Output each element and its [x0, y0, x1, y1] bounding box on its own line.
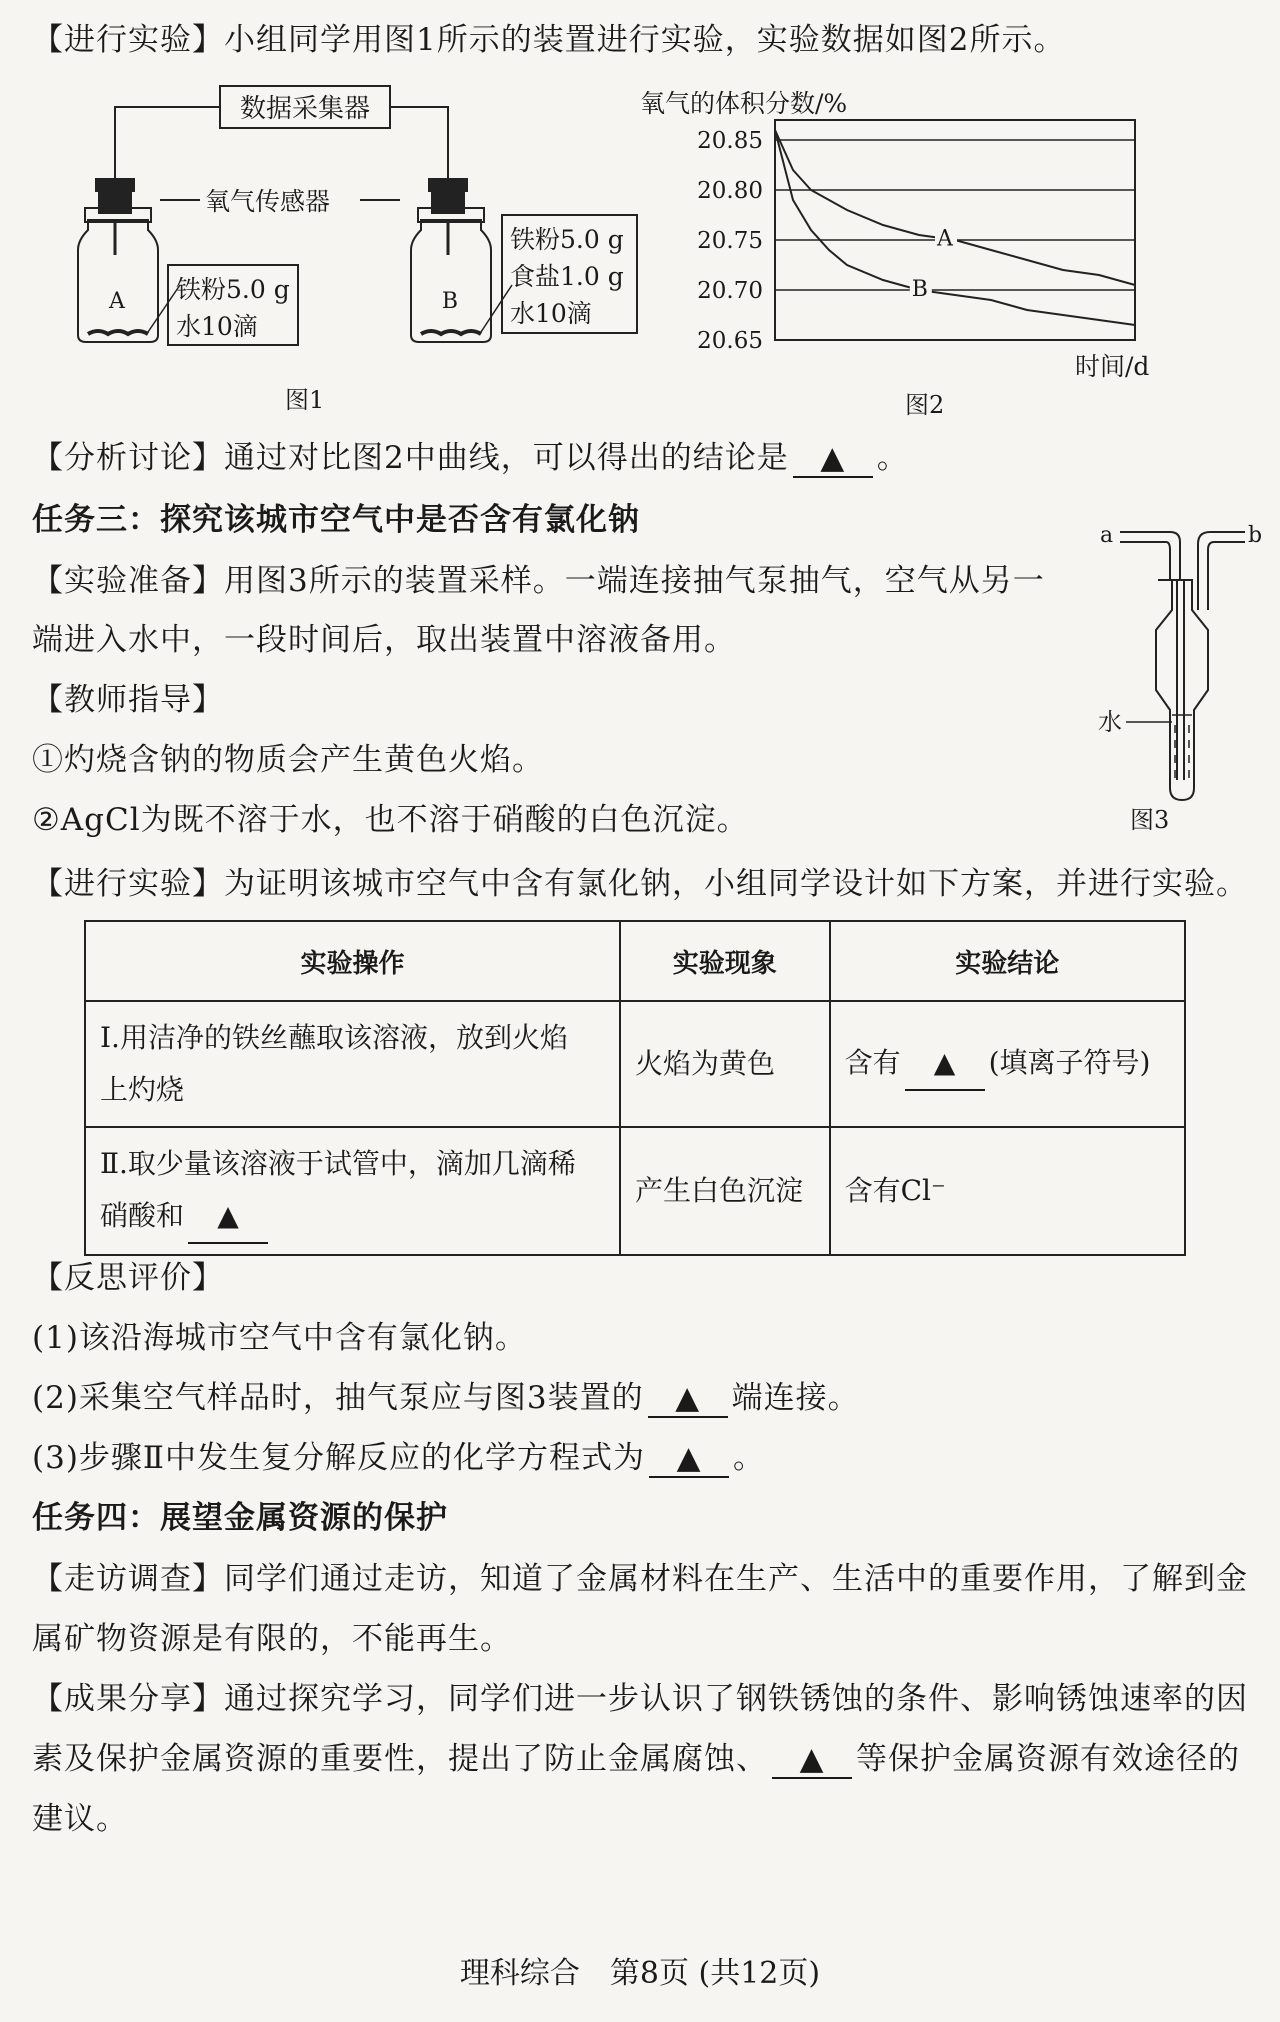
survey-line-1 [32, 1553, 1248, 1598]
section-tag: 【分析讨论】 [32, 440, 224, 476]
task-4-heading: 任务四：展望金属资源的保护 [32, 1500, 448, 1536]
table-header-row [85, 921, 1185, 1001]
teacher-guidance-tag: 【教师指导】 [32, 682, 224, 718]
water-label: 水 [1098, 708, 1122, 736]
share-text-3: 建议。 [32, 1801, 128, 1837]
guidance-1: ①灼烧含钠的物质会产生黄色火焰。 [32, 742, 544, 778]
answer-blank[interactable]: ▲ [793, 440, 873, 478]
cell-phenomenon: 产生白色沉淀 [620, 1127, 830, 1255]
bottle-b-label: B [441, 289, 459, 314]
series-a-line [775, 130, 1135, 285]
series-a-label: A [937, 226, 953, 252]
reflection-tag: 【反思评价】 [32, 1260, 224, 1296]
answer-blank[interactable]: ▲ [772, 1741, 852, 1779]
survey-text-2: 属矿物资源是有限的，不能再生。 [32, 1621, 512, 1657]
section-tag: 【进行实验】 [32, 866, 224, 902]
bottle-a [78, 178, 180, 342]
box-a-iron: 铁粉5.0 g [176, 275, 290, 304]
figure-1-caption: 图1 [285, 386, 325, 414]
y-tick-label: 20.80 [697, 178, 763, 204]
y-tick-label: 20.85 [697, 128, 763, 154]
y-tick-label: 20.75 [697, 228, 763, 254]
chart-x-label: 时间/d [1075, 352, 1150, 380]
series-b-label: B [911, 277, 928, 302]
box-b-iron: 铁粉5.0 g [510, 225, 624, 254]
bottle-a-label: A [109, 289, 125, 314]
cell-conclusion: 含有Cl⁻ [830, 1127, 1185, 1255]
intro-line [32, 14, 1065, 59]
bottle-b [411, 178, 512, 342]
share-text-2: 素及保护金属资源的重要性，提出了防止金属腐蚀、 [32, 1741, 768, 1777]
conc-text: 含有 [844, 1046, 901, 1079]
analysis-text: 通过对比图2中曲线，可以得出的结论是 [224, 440, 789, 476]
prep-line-1 [32, 555, 1045, 600]
header-phenomenon: 实验现象 [620, 921, 830, 1001]
share-line-2 [32, 1733, 1240, 1779]
survey-text-1: 同学们通过走访，知道了金属材料在生产、生活中的重要作用，了解到金 [224, 1561, 1248, 1597]
op-line-2: 硝酸和 [100, 1199, 185, 1232]
share-text-2-end: 等保护金属资源有效途径的 [856, 1741, 1240, 1777]
answer-blank[interactable]: ▲ [905, 1037, 985, 1091]
section-tag: 【成果分享】 [32, 1681, 224, 1717]
section-tag: 【走访调查】 [32, 1561, 224, 1597]
intro-text: 小组同学用图1所示的装置进行实验，实验数据如图2所示。 [224, 22, 1066, 58]
reflection-3 [32, 1432, 765, 1478]
y-tick-label: 20.70 [697, 278, 763, 304]
conc-note: (填离子符号) [988, 1046, 1151, 1079]
table-row [85, 1127, 1185, 1255]
page-footer: 理科综合 第8页 (共12页) [459, 1956, 821, 1991]
task-3-heading: 任务三：探究该城市空气中是否含有氯化钠 [32, 502, 640, 538]
answer-blank[interactable]: ▲ [648, 1380, 728, 1418]
box-a-water: 水10滴 [176, 312, 258, 341]
section-tag: 【实验准备】 [32, 563, 224, 599]
answer-blank[interactable]: ▲ [649, 1440, 729, 1478]
figure-3-apparatus [1080, 520, 1270, 820]
experiment-text: 为证明该城市空气中含有氯化钠，小组同学设计如下方案，并进行实验。 [224, 866, 1248, 902]
reflection-3-text: (3)步骤Ⅱ中发生复分解反应的化学方程式为 [32, 1440, 645, 1476]
reflection-2-end: 端连接。 [731, 1380, 860, 1416]
experiment-line [32, 858, 1248, 903]
y-tick-label: 20.65 [697, 328, 763, 354]
op-line-1: Ⅱ.取少量该溶液于试管中，滴加几滴稀 [100, 1147, 576, 1180]
answer-blank[interactable]: ▲ [188, 1190, 268, 1244]
op-line-1: Ⅰ.用洁净的铁丝蘸取该溶液，放到火焰 [100, 1021, 568, 1054]
prep-text-2: 端进入水中，一段时间后，取出装置中溶液备用。 [32, 622, 736, 658]
figure-1-apparatus [60, 80, 670, 380]
figure-2-caption: 图2 [905, 391, 945, 419]
analysis-line [32, 432, 909, 478]
share-text-1: 通过探究学习，同学们进一步认识了钢铁锈蚀的条件、影响锈蚀速率的因 [224, 1681, 1248, 1717]
figure-3-caption: 图3 [1130, 806, 1170, 834]
reflection-3-end: 。 [732, 1440, 765, 1476]
share-line-1 [32, 1673, 1248, 1718]
box-b-water: 水10滴 [510, 299, 592, 328]
port-b-label: b [1248, 523, 1263, 548]
header-operation: 实验操作 [85, 921, 620, 1001]
reflection-2 [32, 1372, 860, 1418]
prep-text-1: 用图3所示的装置采样。一端连接抽气泵抽气，空气从另一 [224, 563, 1045, 599]
table-row [85, 1001, 1185, 1127]
op-line-2: 上灼烧 [100, 1073, 185, 1106]
cell-conclusion [830, 1001, 1185, 1127]
cell-phenomenon: 火焰为黄色 [620, 1001, 830, 1127]
box-b-salt: 食盐1.0 g [510, 262, 624, 291]
header-conclusion: 实验结论 [830, 921, 1185, 1001]
section-tag: 【进行实验】 [32, 22, 224, 58]
guidance-2: ②AgCl为既不溶于水，也不溶于硝酸的白色沉淀。 [32, 802, 749, 838]
port-a-label: a [1100, 523, 1114, 548]
reflection-1: (1)该沿海城市空气中含有氯化钠。 [32, 1320, 527, 1356]
experiment-table [84, 920, 1186, 1256]
sensor-label: 氧气传感器 [205, 187, 331, 216]
collector-label: 数据采集器 [239, 94, 371, 124]
reflection-2-text: (2)采集空气样品时，抽气泵应与图3装置的 [32, 1380, 644, 1416]
cell-operation [85, 1001, 620, 1127]
punct: 。 [876, 440, 909, 476]
chart-y-label: 氧气的体积分数/% [640, 89, 848, 118]
cell-operation [85, 1127, 620, 1255]
figure-2-chart [620, 80, 1180, 380]
